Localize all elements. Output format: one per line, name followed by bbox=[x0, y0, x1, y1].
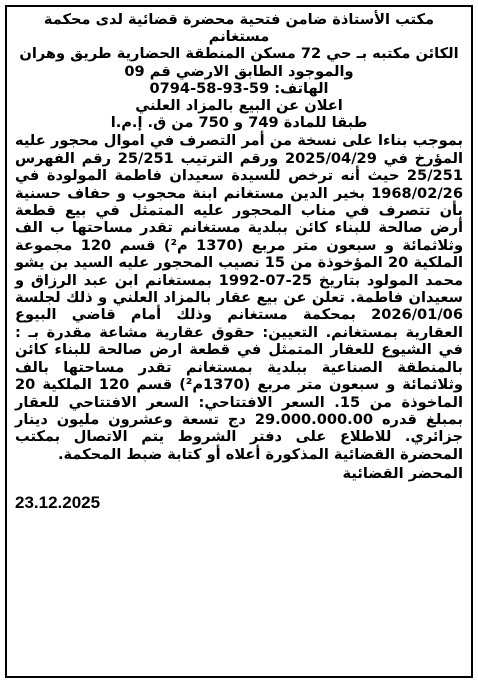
signature: المحضر القضائية bbox=[342, 465, 463, 483]
address-line: الكائن مكتبه بـ حي 72 مسكن المنطقة الحضارية طريق وهران bbox=[19, 45, 459, 63]
publication-date: 23.12.2025 bbox=[15, 492, 101, 512]
office-line: مكتب الأستاذة ضامن فتحية محضرة قضائية لدى محكمة bbox=[43, 11, 435, 28]
announcement-frame bbox=[5, 5, 473, 678]
announcement-title: اعلان عن البيع بالمزاد العلني bbox=[135, 97, 343, 115]
phone-line: الهاتف: 59-93-58-0794 bbox=[149, 79, 329, 97]
floor-line: والموجود الطابق الارضي قم 09 bbox=[124, 62, 354, 80]
legal-reference: طبقا للمادة 749 و 750 من ق. إ.م.ا bbox=[110, 114, 368, 132]
court-city-line: مستغانم bbox=[208, 28, 270, 46]
announcement-header bbox=[15, 11, 463, 131]
announcement-body: بموجب بناءا على نسخة من أمر التصرف في اموال محجور عليه المؤرخ في 2025/04/29 ورقم الترتيب 25/251 رقم الفهرس 25/251 حيث أنه ترخص للسيدة سعيدان فاطمة المولودة في 1968/02/26 بخير الدين مستغانم ابنة محجوب و حفاف حسنية بأن تتصرف في مناب المحجور عليه المتمثل في بيع قطعة أرض صالحة للبناء كائن ببلدية مستغانم تقدر مساحتها ب الف وثلاثمائة و سبعون متر مربع (1370 م²) قسم 120 مجموعة الملكية 20 المؤخوذة من 15 نصيب المحجور عليه السيد بن يشو محمد المولود بتاريخ 25-07-1992 بمستغانم ابن عبد الرزاق و سعيدان فاطمة. تعلن عن بيع عقار بالمزاد العلني و ذلك لجلسة 2026/01/06 بمحكمة مستغانم وذلك أمام قاضي البيوع العقارية بمستغانم. التعيين: حقوق عقارية مشاعة مقدرة بـ : في الشيوع للعقار المتمثل في قطعة ارض صالحة للبناء كائن بالمنطقة الصناعية ببلدية بمستغانم تقدر مساحتها بالف وثلاثمائة و سبعون متر مربع (1370م²) قسم 120 الملكية 20 الماخوذة من 15. السعر الافتتاحي: السعر الافتتاحي للعقار بمبلغ قدره 29.000.000.00 دج تسعة وعشرون مليون دينار جزائري. للاطلاع على دفتر الشروط يتم الاتصال بمكتب المحضرة القضائية المذكورة أعلاه أو كتابة ضبط المحكمة. bbox=[15, 132, 464, 463]
